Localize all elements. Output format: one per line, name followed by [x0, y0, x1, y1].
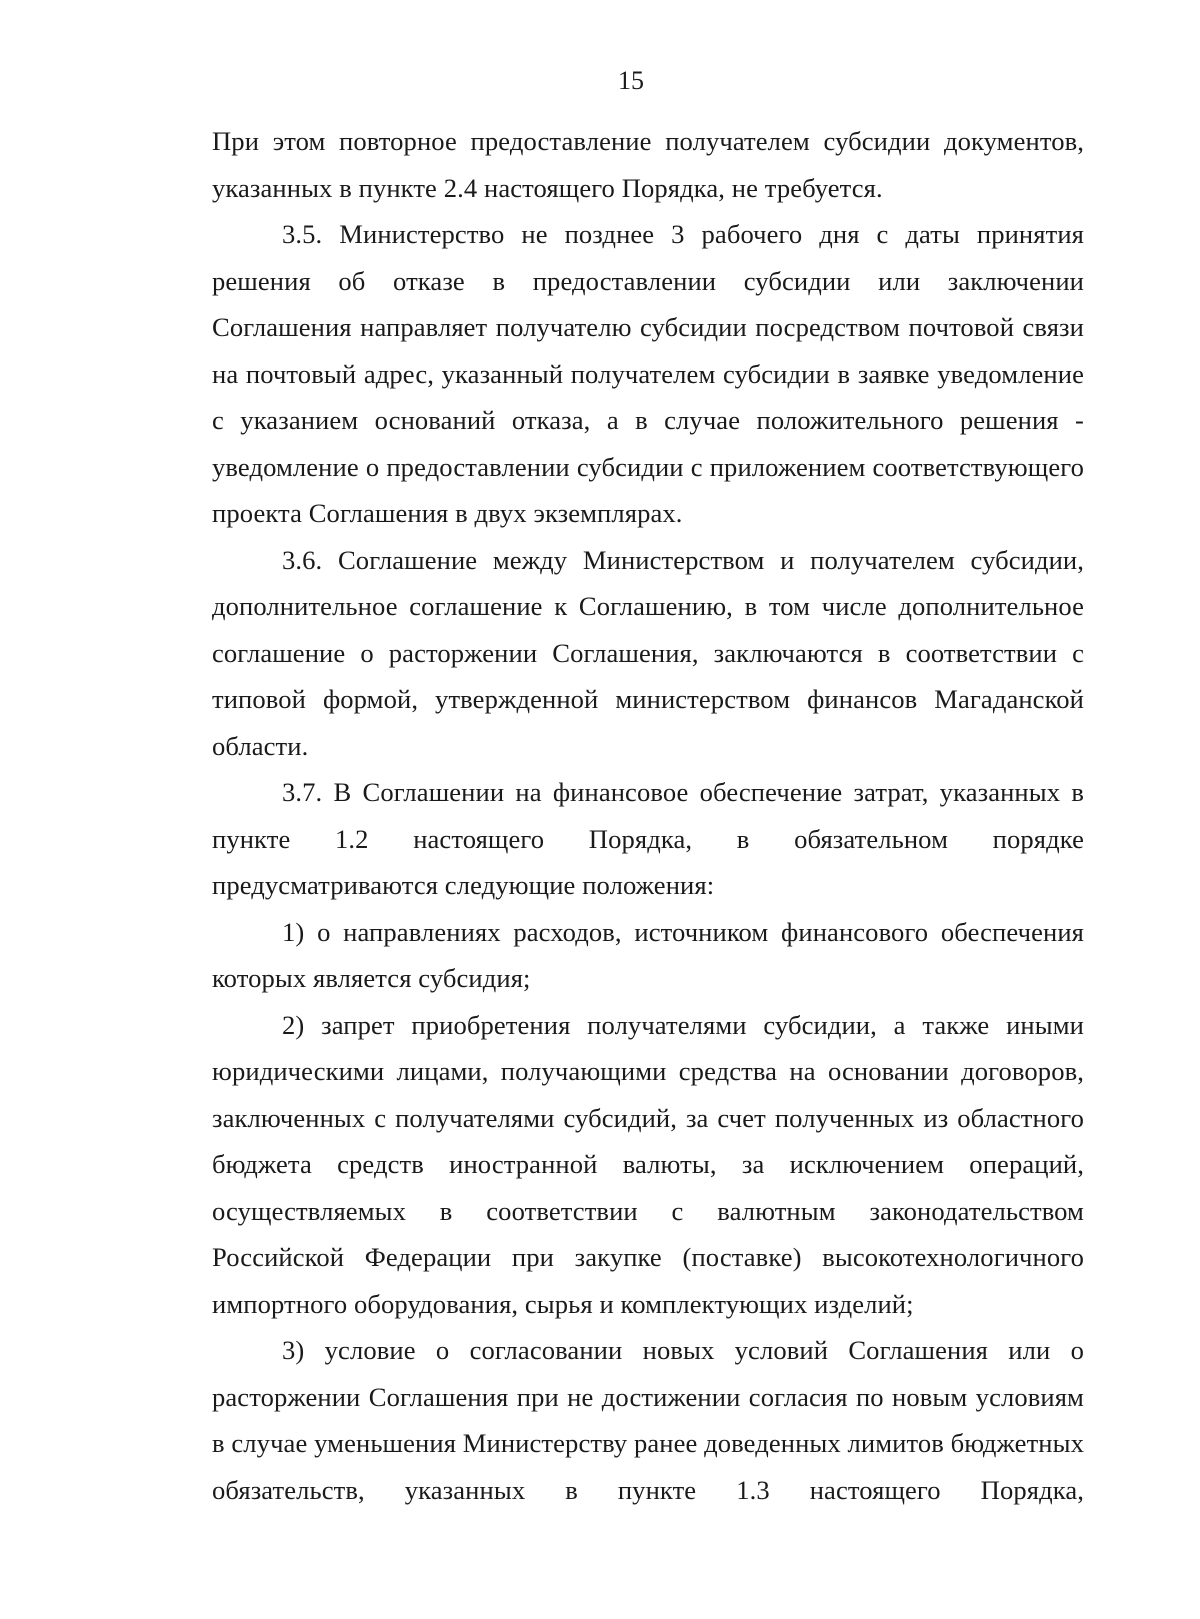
paragraph-3-7: 3.7. В Соглашении на финансовое обеспечение затрат, указанных в пункте 1.2 настоящего Порядка, в обязательном порядке предусматриваются следующие положения:	[212, 777, 1084, 900]
document-body	[212, 118, 1084, 1513]
paragraph-3-6: 3.6. Соглашение между Министерством и получателем субсидии, дополнительное соглашение к Соглашению, в том числе дополнительное соглашение о расторжении Соглашения, заключаются в соответствии с типовой формой, утвержденной министерством финансов Магаданской области.	[212, 544, 1084, 761]
paragraph-3-5: 3.5. Министерство не позднее 3 рабочего дня с даты принятия решения об отказе в предоставлении субсидии или заключении Соглашения направляет получателю субсидии посредством почтовой связи на почтовый адрес, указанный получателем субсидии в заявке уведомление с указанием оснований отказа, а в случае положительного решения - уведомление о предоставлении субсидии с приложением соответствующего проекта Соглашения в двух экземплярах.	[212, 219, 1084, 528]
list-item-1: 1) о направлениях расходов, источником финансового обеспечения которых является субсидия;	[212, 916, 1084, 993]
page-number: 15	[618, 66, 644, 95]
list-item-2: 2) запрет приобретения получателями субсидии, а также иными юридическими лицами, получающими средства на основании договоров, заключенных с получателями субсидий, за счет полученных из областного бюджета средств иностранной валюты, за исключением операций, осуществляемых в соответствии с валютным законодательством Российской Федерации при закупке (поставке) высокотехнологичного импортного оборудования, сырья и комплектующих изделий;	[212, 1009, 1084, 1319]
list-item-3: 3) условие о согласовании новых условий Соглашения или о расторжении Соглашения при не достижении согласия по новым условиям в случае уменьшения Министерству ранее доведенных лимитов бюджетных обязательств, указанных в пункте 1.3 настоящего Порядка,	[212, 1335, 1084, 1505]
paragraph-continuation: При этом повторное предоставление получателем субсидии документов, указанных в пункте 2.4 настоящего Порядка, не требуется.	[212, 126, 1084, 203]
